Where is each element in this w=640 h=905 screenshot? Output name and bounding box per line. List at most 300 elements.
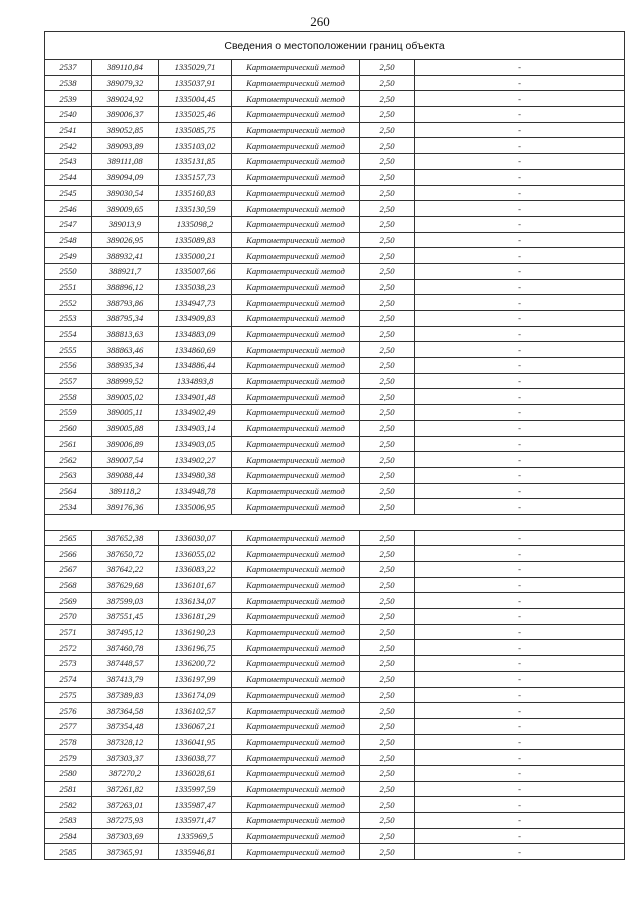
table-row xyxy=(45,91,625,107)
table-row xyxy=(45,295,625,311)
accuracy-cell: 2,50 xyxy=(360,138,415,154)
x-coordinate-cell: 389176,36 xyxy=(92,499,159,515)
x-coordinate-cell: 389006,37 xyxy=(92,107,159,123)
method-cell: Картометрический метод xyxy=(232,671,360,687)
point-number-cell: 2567 xyxy=(45,562,92,578)
x-coordinate-cell: 388999,52 xyxy=(92,373,159,389)
y-coordinate-cell: 1335987,47 xyxy=(159,797,232,813)
accuracy-cell: 2,50 xyxy=(360,405,415,421)
y-coordinate-cell: 1336028,61 xyxy=(159,765,232,781)
accuracy-cell: 2,50 xyxy=(360,169,415,185)
table-row xyxy=(45,60,625,76)
y-coordinate-cell: 1335004,45 xyxy=(159,91,232,107)
method-cell: Картометрический метод xyxy=(232,373,360,389)
accuracy-cell: 2,50 xyxy=(360,326,415,342)
y-coordinate-cell: 1336196,75 xyxy=(159,640,232,656)
accuracy-cell: 2,50 xyxy=(360,703,415,719)
method-cell: Картометрический метод xyxy=(232,311,360,327)
point-number-cell: 2579 xyxy=(45,750,92,766)
y-coordinate-cell: 1336067,21 xyxy=(159,718,232,734)
description-cell: - xyxy=(415,122,625,138)
description-cell: - xyxy=(415,263,625,279)
table-row xyxy=(45,546,625,562)
y-coordinate-cell: 1334903,14 xyxy=(159,420,232,436)
accuracy-cell: 2,50 xyxy=(360,201,415,217)
description-cell: - xyxy=(415,311,625,327)
x-coordinate-cell: 387629,68 xyxy=(92,577,159,593)
description-cell: - xyxy=(415,201,625,217)
accuracy-cell: 2,50 xyxy=(360,75,415,91)
point-number-cell: 2542 xyxy=(45,138,92,154)
point-number-cell: 2539 xyxy=(45,91,92,107)
method-cell: Картометрический метод xyxy=(232,436,360,452)
y-coordinate-cell: 1334860,69 xyxy=(159,342,232,358)
table-row xyxy=(45,154,625,170)
table-row xyxy=(45,436,625,452)
y-coordinate-cell: 1334948,78 xyxy=(159,483,232,499)
y-coordinate-cell: 1335000,21 xyxy=(159,248,232,264)
description-cell: - xyxy=(415,530,625,546)
table-row xyxy=(45,232,625,248)
y-coordinate-cell: 1334893,8 xyxy=(159,373,232,389)
x-coordinate-cell: 389111,08 xyxy=(92,154,159,170)
y-coordinate-cell: 1335038,23 xyxy=(159,279,232,295)
x-coordinate-cell: 388932,41 xyxy=(92,248,159,264)
method-cell: Картометрический метод xyxy=(232,342,360,358)
x-coordinate-cell: 387650,72 xyxy=(92,546,159,562)
point-number-cell: 2545 xyxy=(45,185,92,201)
y-coordinate-cell: 1336134,07 xyxy=(159,593,232,609)
table-row xyxy=(45,624,625,640)
description-cell: - xyxy=(415,640,625,656)
x-coordinate-cell: 387495,12 xyxy=(92,624,159,640)
accuracy-cell: 2,50 xyxy=(360,452,415,468)
method-cell: Картометрический метод xyxy=(232,232,360,248)
x-coordinate-cell: 389009,65 xyxy=(92,201,159,217)
y-coordinate-cell: 1334980,38 xyxy=(159,467,232,483)
accuracy-cell: 2,50 xyxy=(360,216,415,232)
point-number-cell: 2548 xyxy=(45,232,92,248)
method-cell: Картометрический метод xyxy=(232,279,360,295)
description-cell: - xyxy=(415,138,625,154)
description-cell: - xyxy=(415,248,625,264)
accuracy-cell: 2,50 xyxy=(360,420,415,436)
x-coordinate-cell: 389079,32 xyxy=(92,75,159,91)
accuracy-cell: 2,50 xyxy=(360,546,415,562)
point-number-cell: 2566 xyxy=(45,546,92,562)
method-cell: Картометрический метод xyxy=(232,389,360,405)
y-coordinate-cell: 1335946,81 xyxy=(159,844,232,860)
method-cell: Картометрический метод xyxy=(232,781,360,797)
x-coordinate-cell: 388813,63 xyxy=(92,326,159,342)
method-cell: Картометрический метод xyxy=(232,185,360,201)
point-number-cell: 2540 xyxy=(45,107,92,123)
y-coordinate-cell: 1336038,77 xyxy=(159,750,232,766)
table-row xyxy=(45,687,625,703)
method-cell: Картометрический метод xyxy=(232,499,360,515)
method-cell: Картометрический метод xyxy=(232,828,360,844)
description-cell: - xyxy=(415,91,625,107)
point-number-cell: 2573 xyxy=(45,656,92,672)
point-number-cell: 2574 xyxy=(45,671,92,687)
table-row xyxy=(45,483,625,499)
x-coordinate-cell: 388795,34 xyxy=(92,311,159,327)
description-cell: - xyxy=(415,671,625,687)
method-cell: Картометрический метод xyxy=(232,420,360,436)
accuracy-cell: 2,50 xyxy=(360,263,415,279)
description-cell: - xyxy=(415,797,625,813)
point-number-cell: 2554 xyxy=(45,326,92,342)
method-cell: Картометрический метод xyxy=(232,122,360,138)
table-row xyxy=(45,562,625,578)
y-coordinate-cell: 1335971,47 xyxy=(159,813,232,829)
point-number-cell: 2572 xyxy=(45,640,92,656)
description-cell: - xyxy=(415,358,625,374)
table-row xyxy=(45,734,625,750)
method-cell: Картометрический метод xyxy=(232,483,360,499)
method-cell: Картометрический метод xyxy=(232,718,360,734)
point-number-cell: 2561 xyxy=(45,436,92,452)
description-cell: - xyxy=(415,656,625,672)
method-cell: Картометрический метод xyxy=(232,530,360,546)
table-row xyxy=(45,326,625,342)
x-coordinate-cell: 389013,9 xyxy=(92,216,159,232)
y-coordinate-cell: 1335130,59 xyxy=(159,201,232,217)
method-cell: Картометрический метод xyxy=(232,640,360,656)
description-cell: - xyxy=(415,499,625,515)
description-cell: - xyxy=(415,185,625,201)
description-cell: - xyxy=(415,154,625,170)
x-coordinate-cell: 389005,02 xyxy=(92,389,159,405)
point-number-cell: 2538 xyxy=(45,75,92,91)
x-coordinate-cell: 387261,82 xyxy=(92,781,159,797)
y-coordinate-cell: 1336102,57 xyxy=(159,703,232,719)
table-row xyxy=(45,248,625,264)
point-number-cell: 2560 xyxy=(45,420,92,436)
accuracy-cell: 2,50 xyxy=(360,483,415,499)
x-coordinate-cell: 387448,57 xyxy=(92,656,159,672)
description-cell: - xyxy=(415,828,625,844)
table-row xyxy=(45,609,625,625)
y-coordinate-cell: 1336083,22 xyxy=(159,562,232,578)
table-row xyxy=(45,656,625,672)
point-number-cell: 2562 xyxy=(45,452,92,468)
y-coordinate-cell: 1336197,99 xyxy=(159,671,232,687)
accuracy-cell: 2,50 xyxy=(360,389,415,405)
x-coordinate-cell: 389110,84 xyxy=(92,60,159,76)
method-cell: Картометрический метод xyxy=(232,91,360,107)
description-cell: - xyxy=(415,169,625,185)
description-cell: - xyxy=(415,342,625,358)
y-coordinate-cell: 1334947,73 xyxy=(159,295,232,311)
x-coordinate-cell: 389005,88 xyxy=(92,420,159,436)
accuracy-cell: 2,50 xyxy=(360,671,415,687)
table-row xyxy=(45,420,625,436)
accuracy-cell: 2,50 xyxy=(360,640,415,656)
method-cell: Картометрический метод xyxy=(232,60,360,76)
table-row xyxy=(45,342,625,358)
y-coordinate-cell: 1335131,85 xyxy=(159,154,232,170)
y-coordinate-cell: 1334909,83 xyxy=(159,311,232,327)
point-number-cell: 2544 xyxy=(45,169,92,185)
accuracy-cell: 2,50 xyxy=(360,107,415,123)
description-cell: - xyxy=(415,734,625,750)
description-cell: - xyxy=(415,750,625,766)
accuracy-cell: 2,50 xyxy=(360,467,415,483)
y-coordinate-cell: 1336190,23 xyxy=(159,624,232,640)
point-number-cell: 2565 xyxy=(45,530,92,546)
separator-cell xyxy=(45,514,625,530)
x-coordinate-cell: 388896,12 xyxy=(92,279,159,295)
point-number-cell: 2549 xyxy=(45,248,92,264)
table-separator-row xyxy=(45,514,625,530)
accuracy-cell: 2,50 xyxy=(360,656,415,672)
method-cell: Картометрический метод xyxy=(232,687,360,703)
y-coordinate-cell: 1335103,02 xyxy=(159,138,232,154)
point-number-cell: 2575 xyxy=(45,687,92,703)
x-coordinate-cell: 387270,2 xyxy=(92,765,159,781)
table-row xyxy=(45,703,625,719)
point-number-cell: 2553 xyxy=(45,311,92,327)
accuracy-cell: 2,50 xyxy=(360,499,415,515)
table-row xyxy=(45,169,625,185)
method-cell: Картометрический метод xyxy=(232,169,360,185)
method-cell: Картометрический метод xyxy=(232,358,360,374)
method-cell: Картометрический метод xyxy=(232,624,360,640)
point-number-cell: 2569 xyxy=(45,593,92,609)
x-coordinate-cell: 387599,03 xyxy=(92,593,159,609)
description-cell: - xyxy=(415,593,625,609)
point-number-cell: 2534 xyxy=(45,499,92,515)
description-cell: - xyxy=(415,703,625,719)
accuracy-cell: 2,50 xyxy=(360,279,415,295)
accuracy-cell: 2,50 xyxy=(360,358,415,374)
y-coordinate-cell: 1336041,95 xyxy=(159,734,232,750)
accuracy-cell: 2,50 xyxy=(360,687,415,703)
x-coordinate-cell: 387275,93 xyxy=(92,813,159,829)
y-coordinate-cell: 1335025,46 xyxy=(159,107,232,123)
x-coordinate-cell: 387642,22 xyxy=(92,562,159,578)
table-row xyxy=(45,530,625,546)
description-cell: - xyxy=(415,373,625,389)
accuracy-cell: 2,50 xyxy=(360,593,415,609)
y-coordinate-cell: 1335007,66 xyxy=(159,263,232,279)
x-coordinate-cell: 387460,78 xyxy=(92,640,159,656)
description-cell: - xyxy=(415,718,625,734)
accuracy-cell: 2,50 xyxy=(360,781,415,797)
x-coordinate-cell: 387303,37 xyxy=(92,750,159,766)
table-row xyxy=(45,499,625,515)
description-cell: - xyxy=(415,107,625,123)
accuracy-cell: 2,50 xyxy=(360,609,415,625)
x-coordinate-cell: 388863,46 xyxy=(92,342,159,358)
method-cell: Картометрический метод xyxy=(232,405,360,421)
x-coordinate-cell: 389118,2 xyxy=(92,483,159,499)
accuracy-cell: 2,50 xyxy=(360,311,415,327)
x-coordinate-cell: 387364,58 xyxy=(92,703,159,719)
description-cell: - xyxy=(415,452,625,468)
table-row xyxy=(45,467,625,483)
point-number-cell: 2557 xyxy=(45,373,92,389)
description-cell: - xyxy=(415,436,625,452)
accuracy-cell: 2,50 xyxy=(360,734,415,750)
point-number-cell: 2576 xyxy=(45,703,92,719)
x-coordinate-cell: 387354,48 xyxy=(92,718,159,734)
description-cell: - xyxy=(415,765,625,781)
description-cell: - xyxy=(415,546,625,562)
table-row xyxy=(45,138,625,154)
method-cell: Картометрический метод xyxy=(232,562,360,578)
accuracy-cell: 2,50 xyxy=(360,624,415,640)
accuracy-cell: 2,50 xyxy=(360,765,415,781)
point-number-cell: 2543 xyxy=(45,154,92,170)
y-coordinate-cell: 1335085,75 xyxy=(159,122,232,138)
point-number-cell: 2577 xyxy=(45,718,92,734)
method-cell: Картометрический метод xyxy=(232,201,360,217)
table-row xyxy=(45,263,625,279)
y-coordinate-cell: 1336181,29 xyxy=(159,609,232,625)
y-coordinate-cell: 1335160,83 xyxy=(159,185,232,201)
table-row xyxy=(45,577,625,593)
x-coordinate-cell: 388793,86 xyxy=(92,295,159,311)
method-cell: Картометрический метод xyxy=(232,734,360,750)
point-number-cell: 2578 xyxy=(45,734,92,750)
method-cell: Картометрический метод xyxy=(232,546,360,562)
table-row xyxy=(45,640,625,656)
point-number-cell: 2585 xyxy=(45,844,92,860)
table-body xyxy=(45,60,625,860)
x-coordinate-cell: 389024,92 xyxy=(92,91,159,107)
method-cell: Картометрический метод xyxy=(232,107,360,123)
accuracy-cell: 2,50 xyxy=(360,797,415,813)
table-row xyxy=(45,216,625,232)
description-cell: - xyxy=(415,577,625,593)
x-coordinate-cell: 388921,7 xyxy=(92,263,159,279)
table-row xyxy=(45,311,625,327)
table-row xyxy=(45,201,625,217)
point-number-cell: 2564 xyxy=(45,483,92,499)
y-coordinate-cell: 1336055,02 xyxy=(159,546,232,562)
x-coordinate-cell: 389026,95 xyxy=(92,232,159,248)
table-row xyxy=(45,844,625,860)
point-number-cell: 2551 xyxy=(45,279,92,295)
y-coordinate-cell: 1336200,72 xyxy=(159,656,232,672)
table-row xyxy=(45,405,625,421)
accuracy-cell: 2,50 xyxy=(360,342,415,358)
y-coordinate-cell: 1335006,95 xyxy=(159,499,232,515)
table-row xyxy=(45,765,625,781)
description-cell: - xyxy=(415,60,625,76)
y-coordinate-cell: 1335029,71 xyxy=(159,60,232,76)
description-cell: - xyxy=(415,609,625,625)
point-number-cell: 2546 xyxy=(45,201,92,217)
description-cell: - xyxy=(415,279,625,295)
accuracy-cell: 2,50 xyxy=(360,373,415,389)
accuracy-cell: 2,50 xyxy=(360,718,415,734)
accuracy-cell: 2,50 xyxy=(360,248,415,264)
table-row xyxy=(45,452,625,468)
accuracy-cell: 2,50 xyxy=(360,577,415,593)
method-cell: Картометрический метод xyxy=(232,593,360,609)
table-row xyxy=(45,781,625,797)
accuracy-cell: 2,50 xyxy=(360,813,415,829)
method-cell: Картометрический метод xyxy=(232,216,360,232)
description-cell: - xyxy=(415,781,625,797)
y-coordinate-cell: 1335157,73 xyxy=(159,169,232,185)
accuracy-cell: 2,50 xyxy=(360,750,415,766)
point-number-cell: 2568 xyxy=(45,577,92,593)
y-coordinate-cell: 1334902,49 xyxy=(159,405,232,421)
point-number-cell: 2558 xyxy=(45,389,92,405)
table-row xyxy=(45,107,625,123)
point-number-cell: 2555 xyxy=(45,342,92,358)
table-row xyxy=(45,718,625,734)
accuracy-cell: 2,50 xyxy=(360,562,415,578)
accuracy-cell: 2,50 xyxy=(360,185,415,201)
page-number: 260 xyxy=(310,14,330,29)
method-cell: Картометрический метод xyxy=(232,295,360,311)
description-cell: - xyxy=(415,216,625,232)
x-coordinate-cell: 387389,83 xyxy=(92,687,159,703)
description-cell: - xyxy=(415,295,625,311)
table-row xyxy=(45,389,625,405)
x-coordinate-cell: 389030,54 xyxy=(92,185,159,201)
x-coordinate-cell: 388935,34 xyxy=(92,358,159,374)
accuracy-cell: 2,50 xyxy=(360,91,415,107)
y-coordinate-cell: 1335997,59 xyxy=(159,781,232,797)
point-number-cell: 2550 xyxy=(45,263,92,279)
method-cell: Картометрический метод xyxy=(232,326,360,342)
point-number-cell: 2581 xyxy=(45,781,92,797)
description-cell: - xyxy=(415,75,625,91)
y-coordinate-cell: 1334886,44 xyxy=(159,358,232,374)
method-cell: Картометрический метод xyxy=(232,609,360,625)
method-cell: Картометрический метод xyxy=(232,263,360,279)
description-cell: - xyxy=(415,844,625,860)
method-cell: Картометрический метод xyxy=(232,452,360,468)
point-number-cell: 2571 xyxy=(45,624,92,640)
point-number-cell: 2583 xyxy=(45,813,92,829)
y-coordinate-cell: 1335089,83 xyxy=(159,232,232,248)
x-coordinate-cell: 389005,11 xyxy=(92,405,159,421)
table-row xyxy=(45,185,625,201)
description-cell: - xyxy=(415,562,625,578)
method-cell: Картометрический метод xyxy=(232,813,360,829)
accuracy-cell: 2,50 xyxy=(360,154,415,170)
accuracy-cell: 2,50 xyxy=(360,530,415,546)
point-number-cell: 2570 xyxy=(45,609,92,625)
description-cell: - xyxy=(415,483,625,499)
method-cell: Картометрический метод xyxy=(232,467,360,483)
description-cell: - xyxy=(415,389,625,405)
x-coordinate-cell: 387328,12 xyxy=(92,734,159,750)
table-row xyxy=(45,279,625,295)
x-coordinate-cell: 389052,85 xyxy=(92,122,159,138)
method-cell: Картометрический метод xyxy=(232,750,360,766)
method-cell: Картометрический метод xyxy=(232,138,360,154)
y-coordinate-cell: 1335037,91 xyxy=(159,75,232,91)
y-coordinate-cell: 1334903,05 xyxy=(159,436,232,452)
x-coordinate-cell: 389088,44 xyxy=(92,467,159,483)
description-cell: - xyxy=(415,467,625,483)
table-row xyxy=(45,750,625,766)
table-row xyxy=(45,373,625,389)
table-row xyxy=(45,813,625,829)
accuracy-cell: 2,50 xyxy=(360,232,415,248)
accuracy-cell: 2,50 xyxy=(360,295,415,311)
table-row xyxy=(45,828,625,844)
x-coordinate-cell: 389006,89 xyxy=(92,436,159,452)
